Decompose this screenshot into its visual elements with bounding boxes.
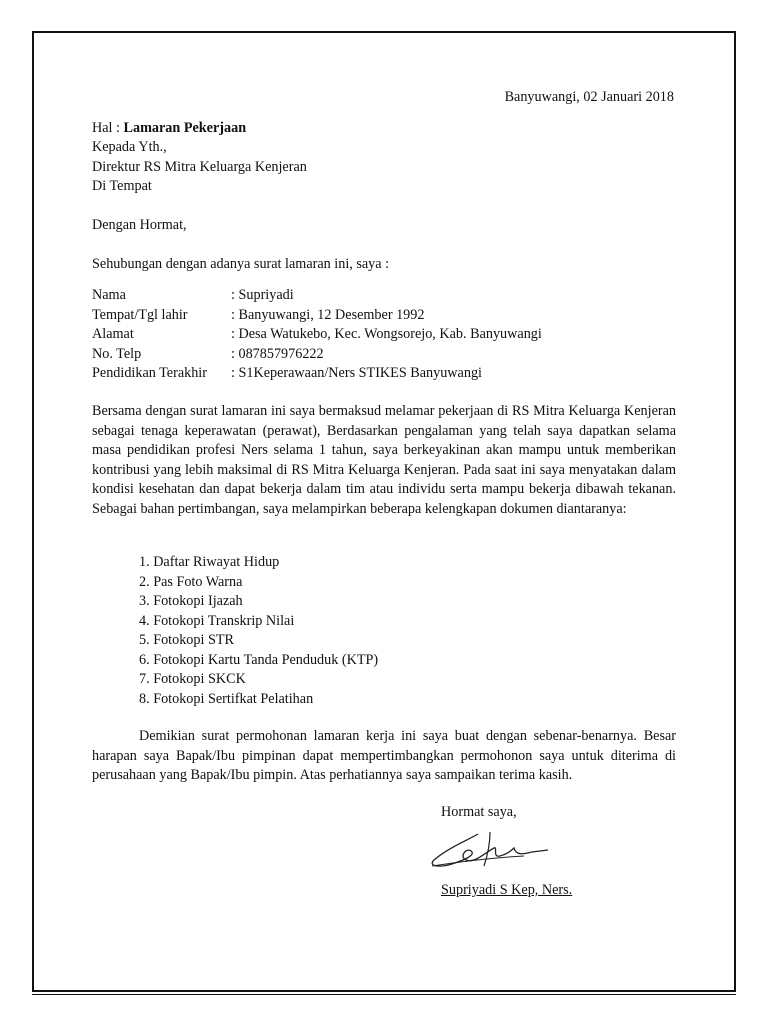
attachment-list — [139, 553, 378, 709]
identity-label: Pendidikan Terakhir — [92, 365, 207, 381]
list-item: 8. Fotokopi Sertifkat Pelatihan — [139, 690, 314, 707]
identity-value: : 087857976222 — [231, 345, 324, 362]
recipient-line: Kepada Yth., — [92, 139, 167, 155]
subject-label: Hal : — [92, 120, 124, 136]
identity-label: Tempat/Tgl lahir — [92, 306, 188, 323]
identity-value: : Desa Watukebo, Kec. Wongsorejo, Kab. Banyuwangi — [231, 326, 542, 342]
list-item: 4. Fotokopi Transkrip Nilai — [139, 612, 295, 629]
identity-value: : Banyuwangi, 12 Desember 1992 — [231, 306, 425, 323]
recipient-line: Direktur RS Mitra Keluarga Kenjeran — [92, 158, 307, 175]
signature-image — [428, 826, 558, 881]
closing-paragraph: Demikian surat permohonan lamaran kerja ini saya buat dengan sebenar-benarnya. Besar harapan saya Bapak/Ibu pimpinan dapat mempertimbangkan permohonon saya untuk diterima di perusahaan yang Bapak/Ibu pimpin. Atas perhatiannya saya sampaikan terima kasih. — [92, 728, 676, 783]
body-paragraph: Bersama dengan surat lamaran ini saya bermaksud melamar pekerjaan di RS Mitra Keluarga Kenjeran sebagai tenaga keperawatan (perawat), Berdasarkan pengalaman yang telah saya dapatkan selama masa pendidikan profesi Ners selama 1 tahun, saya berkeyakinan akan mampu untuk memberikan kontribusi yang lebih maksimal di RS Mitra Keluarga Kenjeran. Pada saat ini saya menyatakan dalam kondisi kesehatan dan dapat bekerja dalam tim atau individu serta mampu bekerja dibawah tekanan. Sebagai bahan pertimbangan, saya melampirkan beberapa kelengkapan dokumen diantaranya: — [92, 403, 676, 517]
identity-row — [92, 345, 542, 365]
identity-label: No. Telp — [92, 345, 142, 362]
identity-value: : S1Keperawaan/Ners STIKES Banyuwangi — [231, 365, 482, 381]
intro-line: Sehubungan dengan adanya surat lamaran ini, saya : — [92, 256, 390, 272]
subject: Lamaran Pekerjaan — [123, 120, 247, 136]
place-date: Banyuwangi, 02 Januari 2018 — [504, 89, 674, 105]
identity-row — [92, 364, 542, 384]
recipient-block — [92, 138, 307, 197]
list-item: 5. Fotokopi STR — [139, 632, 234, 648]
closing-salutation: Hormat saya, — [441, 804, 517, 820]
page-bottom-rule — [32, 994, 736, 995]
identity-table — [92, 286, 542, 384]
identity-row — [92, 306, 542, 326]
identity-label: Nama — [92, 287, 126, 303]
identity-label: Alamat — [92, 326, 134, 342]
identity-row — [92, 286, 542, 306]
recipient-line: Di Tempat — [92, 178, 152, 194]
identity-value: : Supriyadi — [231, 287, 294, 303]
list-item: 6. Fotokopi Kartu Tanda Penduduk (KTP) — [139, 651, 379, 668]
list-item: 3. Fotokopi Ijazah — [139, 593, 243, 609]
list-item: 7. Fotokopi SKCK — [139, 671, 246, 687]
subject-line — [92, 119, 246, 139]
list-item: 1. Daftar Riwayat Hidup — [139, 554, 280, 570]
identity-row — [92, 325, 542, 345]
list-item: 2. Pas Foto Warna — [139, 573, 243, 590]
signer-name: Supriyadi S Kep, Ners. — [441, 882, 573, 898]
greeting: Dengan Hormat, — [92, 217, 187, 233]
